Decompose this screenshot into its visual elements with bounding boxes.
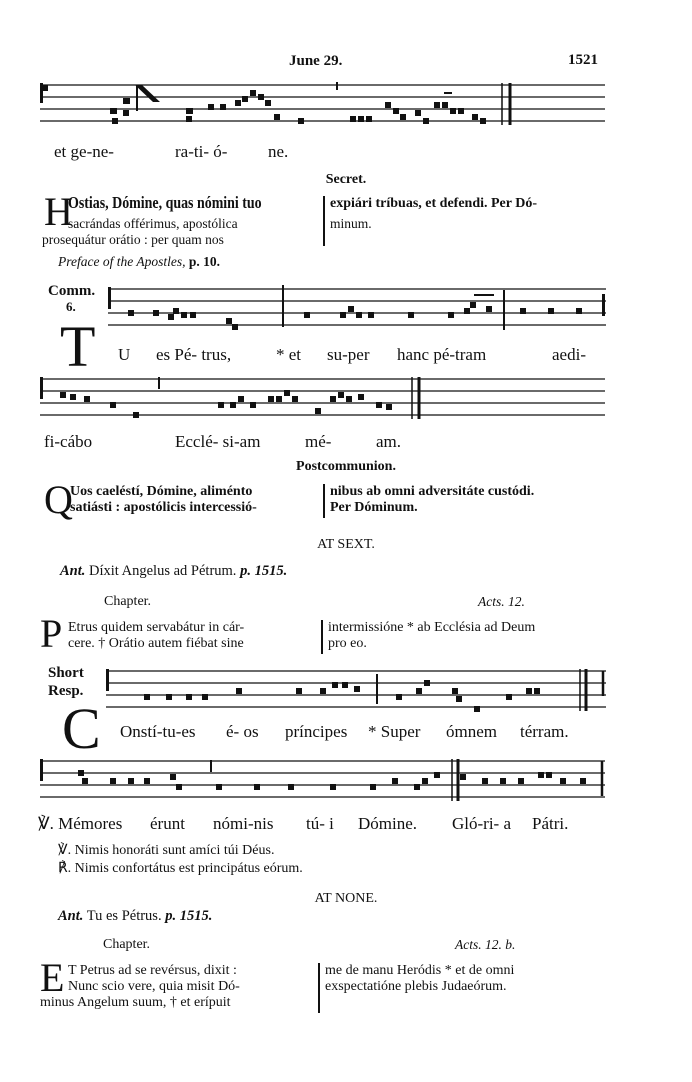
postcommunion-right-2: Per Dóminum.	[330, 500, 418, 515]
resp-lyric-6: térram.	[520, 722, 569, 741]
staff1-lyric-2: ra-ti- ó-	[175, 142, 228, 161]
comm-lyric-6: aedi-	[552, 345, 586, 364]
secret-line-1: Ostias, Dómine, quas nómini tuo	[68, 193, 262, 212]
comm-lyric-3: * et	[276, 345, 302, 364]
none-chapter-line-2: Nunc scio vere, quia misit Dó-	[68, 979, 240, 994]
chant-staff-communion	[108, 284, 608, 328]
comm-lyric-5: hanc pé-tram	[397, 345, 487, 364]
running-date: June 29.	[289, 53, 343, 69]
sext-title: AT SEXT.	[317, 537, 375, 552]
staff1-lyric-1: et ge-ne-	[54, 142, 114, 161]
postcommunion-line-2: satiásti : apostólicis intercessió-	[70, 500, 257, 515]
staff1-lyric-3: ne.	[268, 142, 289, 161]
verse-lyric-2: érunt	[150, 814, 185, 833]
secret-line-3: prosequátur orátio : per quam nos	[42, 232, 224, 247]
short-resp-label-2: Resp.	[48, 683, 84, 699]
sext-chapter-line-2: cere. † Orátio autem fiébat sine	[68, 636, 244, 651]
communion-mode: 6.	[66, 299, 76, 314]
versicle: ℣. Nimis honoráti sunt amíci túi Déus.	[58, 843, 275, 858]
resp-lyric-4: * Super	[368, 722, 421, 741]
sext-antiphon: Ant. Díxit Angelus ad Pétrum. p. 1515.	[60, 563, 288, 579]
verse-lyric-3: nómi-nis	[213, 814, 274, 833]
comm-lyric-1: U	[118, 345, 131, 364]
chant-staff-verse	[40, 756, 610, 800]
comm-lyric-4: su-per	[327, 345, 370, 364]
none-chapter-right-1: me de manu Heródis * et de omni	[325, 963, 515, 978]
chant-staff-1	[40, 80, 610, 130]
secret-line-2: sacrándas offérimus, apostólica	[68, 216, 238, 231]
postcommunion-right-1: nibus ab omni adversitáte custódi.	[330, 484, 535, 499]
resp-lyric-3: príncipes	[285, 722, 348, 741]
none-chapter-ref: Acts. 12. b.	[455, 937, 516, 952]
sext-chapter-label: Chapter.	[104, 594, 152, 609]
postcommunion-title: Postcommunion.	[296, 459, 396, 474]
page-number: 1521	[568, 52, 598, 68]
short-resp-initial: C	[62, 696, 101, 761]
verse-lyric-4: tú- i	[306, 814, 334, 833]
resp-lyric-2: é- os	[226, 722, 259, 741]
comm2-lyric-3: mé-	[305, 432, 332, 451]
preface-note: Preface of the Apostles, p. 10.	[58, 254, 220, 269]
postcommunion-initial: Q	[44, 477, 73, 522]
verse-lyric-6: Gló-ri- a	[452, 814, 512, 833]
none-antiphon: Ant. Tu es Pétrus. p. 1515.	[58, 908, 213, 924]
none-chapter-line-1: T Petrus ad se revérsus, dixit :	[68, 963, 237, 978]
sext-chapter-right-1: intermissióne * ab Ecclésia ad Deum	[328, 620, 536, 635]
secret-right-1: expiári tríbuas, et defendi. Per Dó-	[330, 196, 537, 211]
sext-chapter-line-1: Etrus quidem servabátur in cár-	[68, 620, 245, 635]
verse-lyric-7: Pátri.	[532, 814, 569, 833]
column-divider	[323, 484, 325, 518]
column-divider	[321, 620, 323, 654]
none-chapter-initial: E	[40, 955, 65, 1000]
communion-label: Comm.	[48, 283, 96, 299]
secret-right-2: minum.	[330, 216, 372, 231]
short-resp-label-1: Short	[48, 665, 84, 681]
sext-chapter-initial: P	[40, 611, 63, 656]
chant-staff-communion-2	[40, 374, 610, 418]
none-chapter-label: Chapter.	[103, 937, 151, 952]
response: ℟. Nimis confortátus est principátus eórum.	[58, 861, 303, 876]
sext-chapter-right-2: pro eo.	[328, 636, 367, 651]
comm2-lyric-1: fi-cábo	[44, 432, 93, 451]
resp-lyric-5: ómnem	[446, 722, 497, 741]
resp-lyric-1: Onstí-tu-es	[120, 722, 196, 741]
none-chapter-right-2: exspectatióne plebis Judaeórum.	[325, 979, 507, 994]
chant-staff-short-resp	[106, 666, 608, 710]
none-title: AT NONE.	[314, 891, 378, 906]
verse-lyric-5: Dómine.	[358, 814, 418, 833]
verse-lyric-1: ℣. Mémores	[38, 814, 123, 833]
none-chapter-line-3: minus Angelum suum, † et erípuit	[40, 995, 231, 1010]
sext-chapter-ref: Acts. 12.	[478, 594, 525, 609]
secret-initial: H	[44, 189, 73, 234]
comm2-lyric-4: am.	[376, 432, 402, 451]
postcommunion-line-1: Uos caeléstí, Dómine, aliménto	[70, 484, 253, 499]
column-divider	[318, 963, 320, 1013]
comm-lyric-2: es Pé- trus,	[156, 345, 232, 364]
column-divider	[323, 196, 325, 246]
communion-initial: T	[60, 314, 96, 379]
comm2-lyric-2: Ecclé- si-am	[175, 432, 261, 451]
secret-title: Secret.	[325, 172, 367, 187]
